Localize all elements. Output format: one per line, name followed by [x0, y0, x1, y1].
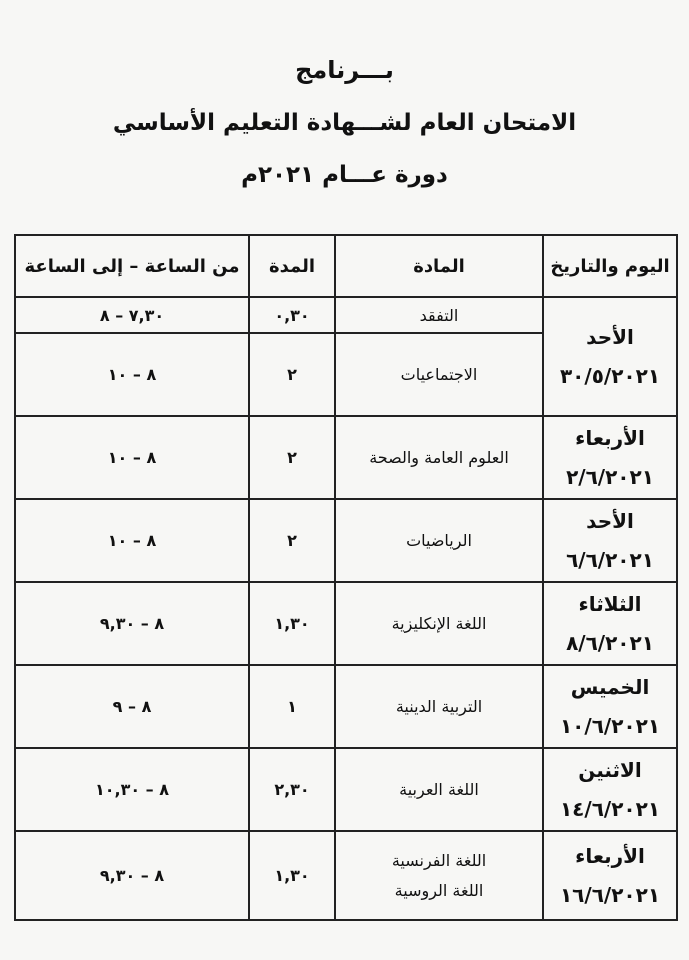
day-name: الأربعاء [575, 843, 645, 868]
document-subtitle: الامتحان العام لشـــهادة التعليم الأساسي [112, 110, 577, 136]
table-row [15, 499, 677, 582]
day-name: الأحد [586, 324, 634, 349]
day-cell [543, 831, 677, 920]
day-cell [543, 297, 677, 416]
day-name: الخميس [570, 674, 650, 699]
day-name: الأحد [586, 508, 634, 533]
time-cell: ٨ – ٩,٣٠ [15, 831, 249, 920]
day-date: ٢/٦/٢٠٢١ [566, 464, 654, 489]
duration-cell: ٢ [249, 499, 335, 582]
duration-cell: ٢ [249, 416, 335, 499]
day-cell [543, 499, 677, 582]
time-cell: ٨ – ١٠ [15, 499, 249, 582]
session-label: دورة عـــام ٢٠٢١م [241, 162, 448, 188]
subject-cell: الرياضيات [335, 499, 543, 582]
time-cell: ٧,٣٠ – ٨ [15, 297, 249, 333]
time-cell: ٨ – ٩ [15, 665, 249, 748]
day-cell [543, 665, 677, 748]
subject-cell: الاجتماعيات [335, 333, 543, 416]
column-header-subject: المادة [335, 235, 543, 297]
subject-cell [335, 831, 543, 920]
subject-line: اللغة الفرنسية [391, 850, 487, 870]
day-date: ١٠/٦/٢٠٢١ [559, 713, 661, 738]
day-cell [543, 416, 677, 499]
subject-cell: اللغة الإنكليزية [335, 582, 543, 665]
exam-schedule-table [14, 234, 678, 921]
duration-cell: ٠,٣٠ [249, 297, 335, 333]
table-row [15, 665, 677, 748]
subject-cell: العلوم العامة والصحة [335, 416, 543, 499]
day-name: الأربعاء [575, 425, 645, 450]
subject-cell: التفقد [335, 297, 543, 333]
duration-cell: ١,٣٠ [249, 582, 335, 665]
duration-cell: ١,٣٠ [249, 831, 335, 920]
day-name: الاثنين [578, 757, 642, 782]
table-row [15, 416, 677, 499]
day-date: ٣٠/٥/٢٠٢١ [559, 363, 661, 388]
time-cell: ٨ – ١٠ [15, 416, 249, 499]
column-header-duration: المدة [249, 235, 335, 297]
table-row [15, 748, 677, 831]
column-header-day: اليوم والتاريخ [543, 235, 677, 297]
table-header-row [15, 235, 677, 297]
column-header-time: من الساعة – إلى الساعة [15, 235, 249, 297]
time-cell: ٨ – ٩,٣٠ [15, 582, 249, 665]
day-cell [543, 748, 677, 831]
day-date: ٨/٦/٢٠٢١ [566, 630, 654, 655]
day-date: ١٦/٦/٢٠٢١ [559, 882, 661, 907]
duration-cell: ٢ [249, 333, 335, 416]
duration-cell: ٢,٣٠ [249, 748, 335, 831]
day-cell [543, 582, 677, 665]
time-cell: ٨ – ١٠,٣٠ [15, 748, 249, 831]
day-name: الثلاثاء [578, 591, 642, 616]
table-row [15, 831, 677, 920]
subject-cell: التربية الدينية [335, 665, 543, 748]
day-date: ١٤/٦/٢٠٢١ [559, 796, 661, 821]
table-row [15, 297, 677, 333]
document-title: بـــرنامج [295, 56, 394, 84]
subject-cell: اللغة العربية [335, 748, 543, 831]
duration-cell: ١ [249, 665, 335, 748]
time-cell: ٨ – ١٠ [15, 333, 249, 416]
subject-line: اللغة الروسية [394, 880, 484, 900]
day-date: ٦/٦/٢٠٢١ [566, 547, 654, 572]
table-row [15, 582, 677, 665]
